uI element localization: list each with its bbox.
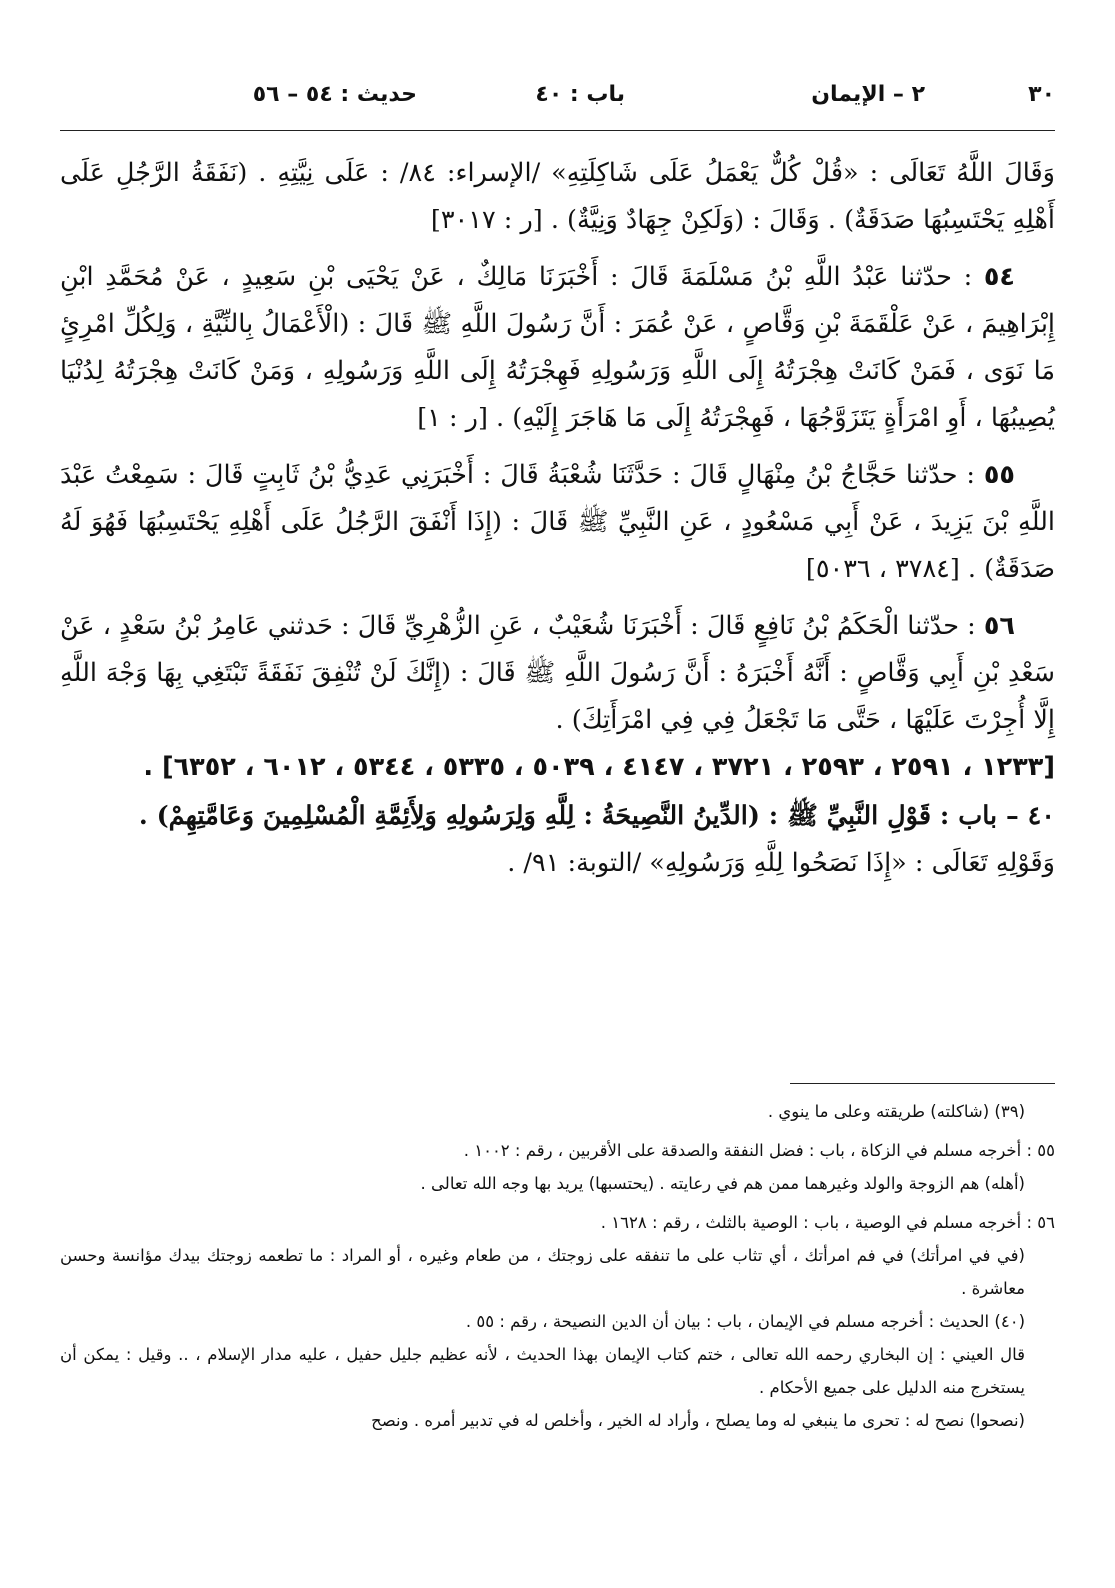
hadith-number: ٥٤ [983, 262, 1015, 292]
intro-paragraph: وَقَالَ اللَّهُ تَعَالَى : «قُلْ كُلٌّ يَعْمَلُ عَلَى شَاكِلَتِهِ» /الإسراء: ٨٤/ : عَلَى نِيَّتِهِ . (نَفَقَةُ الرَّجُلِ عَلَى أَهْلِهِ يَحْتَسِبُهَا صَدَقَةٌ) . وَقَالَ : (وَلَكِنْ جِهَادٌ وَنِيَّةٌ) . [ر : ٣٠١٧] [60, 158, 1055, 235]
footnote-56-gloss: (في في امرأتك) في فم امرأتك ، أي تثاب على ما تنفقه على زوجتك ، من طعام وغيره ، أو المراد : ما تطعمه زوجتك بيدك مؤانسة وحسن معاشرة . [60, 1246, 1025, 1298]
footnote-39: (٣٩) (شاكلته) طريقته وعلى ما ينوي . [767, 1102, 1025, 1121]
page-number: ٣٠ [1028, 82, 1055, 107]
footnote-56: ٥٦ : أخرجه مسلم في الوصية ، باب : الوصية بالثلث ، رقم : ١٦٢٨ . [600, 1213, 1055, 1232]
hadith-55 [60, 452, 1055, 593]
footnote-nasahu: (نصحوا) نصح له : تحرى ما ينبغي له وما يصلح ، وأراد له الخير ، وأخلص له في تدبير أمره . ونصح [371, 1411, 1025, 1430]
hadith-text: : حدّثنا عَبْدُ اللَّهِ بْنُ مَسْلَمَةَ قَالَ : أَخْبَرَنَا مَالِكٌ ، عَنْ يَحْيَى بْنِ سَعِيدٍ ، عَنْ مُحَمَّدِ ابْنِ إِبْرَاهِيمَ ، عَنْ عَلْقَمَةَ بْنِ وَقَّاصٍ ، عَنْ عُمَرَ : أَنَّ رَسُولَ اللَّهِ ﷺ قَالَ : (الْأَعْمَالُ بِالنِّيَّةِ ، وَلِكُلِّ امْرِئٍ مَا نَوَى ، فَمَنْ كَانَتْ هِجْرَتُهُ إِلَى اللَّهِ وَرَسُولِهِ فَهِجْرَتُهُ إِلَى اللَّهِ وَرَسُولِهِ ، وَمَنْ كَانَتْ هِجْرَتُهُ لِدُنْيَا يُصِيبُهَا ، أَوِ امْرَأَةٍ يَتَزَوَّجُهَا ، فَهِجْرَتُهُ إِلَى مَا هَاجَرَ إِلَيْهِ) . [ر : ١] [60, 262, 1055, 433]
footnote-40: (٤٠) الحديث : أخرجه مسلم في الإيمان ، باب : بيان أن الدين النصيحة ، رقم : ٥٥ . [465, 1312, 1025, 1331]
footnote-55-gloss: (أهله) هم الزوجة والولد وغيرهما ممن هم في رعايته . (يحتسبها) يريد بها وجه الله تعالى . [420, 1174, 1025, 1193]
footnote-55: ٥٥ : أخرجه مسلم في الزكاة ، باب : فضل النفقة والصدقة على الأقربين ، رقم : ١٠٠٢ . [463, 1141, 1055, 1160]
hadith-range: حديث : ٥٤ – ٥٦ [252, 82, 417, 107]
chapter-40-heading: ٤٠ – باب : قَوْلِ النَّبِيِّ ﷺ : (الدِّينُ النَّصِيحَةُ : لِلَّهِ وَلِرَسُولِهِ وَلِأَئِمَّةِ الْمُسْلِمِينَ وَعَامَّتِهِمْ) . [138, 801, 1055, 831]
hadith-text: : حدّثنا الْحَكَمُ بْنُ نَافِعٍ قَالَ : أَخْبَرَنَا شُعَيْبٌ ، عَنِ الزُّهْرِيِّ قَالَ : حَدثني عَامِرُ بْنُ سَعْدٍ ، عَنْ سَعْدِ بْنِ أَبِي وَقَّاصٍ : أَنَّهُ أَخْبَرَهُ : أَنَّ رَسُولَ اللَّهِ ﷺ قَالَ : (إِنَّكَ لَنْ تُنْفِقَ نَفَقَةً تَبْتَغِي بِهَا وَجْهَ اللَّهِ إِلَّا أُجِرْتَ عَلَيْهَا ، حَتَّى مَا تَجْعَلُ فِي فِي امْرَأَتِكَ) . [60, 611, 1055, 735]
running-header [60, 82, 1055, 122]
hadith-54 [60, 254, 1055, 442]
footnotes [60, 1095, 1055, 1437]
main-text [60, 150, 1055, 897]
book-page [60, 0, 1055, 1588]
footnote-40-aini: قال العيني : إن البخاري رحمه الله تعالى ، ختم كتاب الإيمان بهذا الحديث ، لأنه عظيم جليل حفيل ، عليه مدار الإسلام ، .. وقيل : يمكن أن يستخرج منه الدليل على جميع الأحكام . [60, 1345, 1025, 1397]
hadith-56-references: [١٢٣٣ ، ٢٥٩١ ، ٢٥٩٣ ، ٣٧٢١ ، ٤١٤٧ ، ٥٠٣٩ ، ٥٣٣٥ ، ٥٣٤٤ ، ٦٠١٢ ، ٦٣٥٢] . [143, 752, 1055, 782]
header-divider [60, 130, 1055, 131]
hadith-56 [60, 603, 1055, 744]
chapter-label: باب : ٤٠ [535, 82, 625, 107]
hadith-number: ٥٥ [983, 460, 1015, 490]
hadith-text: : حدّثنا حَجَّاجُ بْنُ مِنْهَالٍ قَالَ : حَدَّثَنَا شُعْبَةُ قَالَ : أَخْبَرَنِي عَدِيُّ بْنُ ثَابِتٍ قَالَ : سَمِعْتُ عَبْدَ اللَّهِ بْنَ يَزِيدَ ، عَنْ أَبِي مَسْعُودٍ ، عَنِ النَّبِيِّ ﷺ قَالَ : (إِذَا أَنْفَقَ الرَّجُلُ عَلَى أَهْلِهِ يَحْتَسِبُهَا فَهُوَ لَهُ صَدَقَةٌ) . [٣٧٨٤ ، ٥٠٣٦] [60, 460, 1055, 584]
hadith-number: ٥٦ [983, 611, 1015, 641]
book-title: ٢ – الإيمان [811, 82, 925, 107]
chapter-40-quran: وَقَوْلِهِ تَعَالَى : «إِذَا نَصَحُوا لِلَّهِ وَرَسُولِهِ» /التوبة: ٩١/ . [507, 848, 1055, 878]
footnote-divider [790, 1083, 1055, 1084]
